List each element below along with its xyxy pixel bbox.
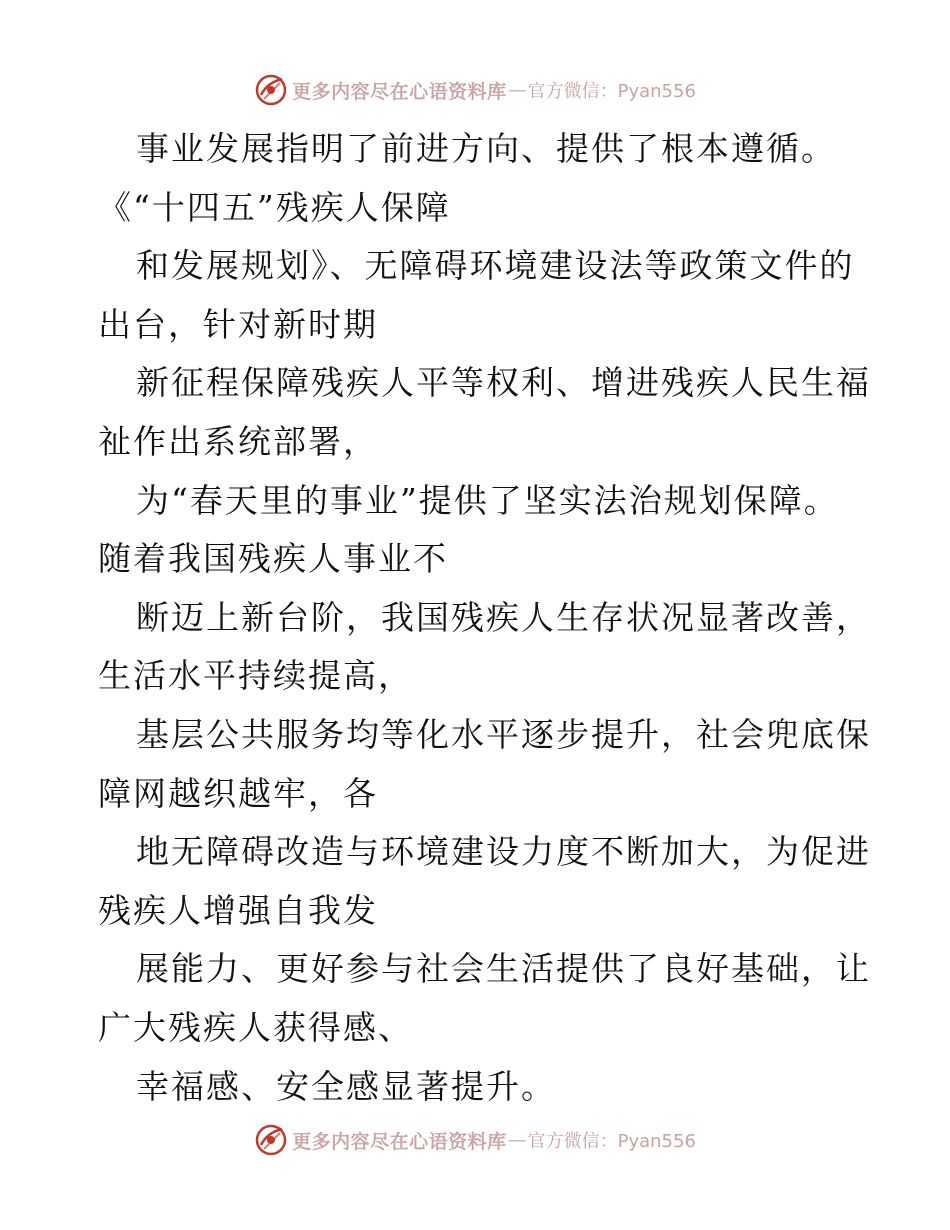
header-title: 更多内容尽在心语资料库 xyxy=(292,80,507,103)
body-line: 事业发展指明了前进方向、提供了根本遵循。 xyxy=(136,129,836,168)
body-line: 为“春天里的事业”提供了坚实法治规划保障。 xyxy=(136,480,839,520)
body-line: 生活水平持续提高， xyxy=(98,656,413,696)
body-line: 基层公共服务均等化水平逐步提升，社会兜底保 xyxy=(136,714,871,754)
header-contact: 官方微信：Pyan556 xyxy=(527,81,696,102)
footer-title: 更多内容尽在心语资料库 xyxy=(292,1130,507,1153)
logo-icon xyxy=(254,1123,288,1157)
logo-icon xyxy=(254,73,288,107)
body-line: 断迈上新台阶，我国残疾人生存状况显著改善， xyxy=(136,597,871,637)
footer-separator: — xyxy=(507,1129,527,1151)
body-line: 地无障碍改造与环境建设力度不断加大，为促进 xyxy=(136,832,871,872)
document-body xyxy=(98,120,871,1116)
body-line: 随着我国残疾人事业不 xyxy=(98,539,448,579)
body-line: 出台，针对新时期 xyxy=(98,304,378,344)
body-line: 新征程保障残疾人平等权利、增进残疾人民生福 xyxy=(136,363,871,403)
body-line: 祉作出系统部署， xyxy=(98,421,378,461)
body-line: 残疾人增强自我发 xyxy=(98,890,378,930)
body-line: 障网越织越牢，各 xyxy=(98,773,378,813)
body-line: 和发展规划》、无障碍环境建设法等政策文件的 xyxy=(136,246,855,286)
footer-banner xyxy=(0,1120,950,1160)
body-line: 展能力、更好参与社会生活提供了良好基础，让 xyxy=(136,949,871,989)
body-line: 广大残疾人获得感、 xyxy=(98,1007,413,1047)
header-banner xyxy=(0,70,950,110)
body-line: 幸福感、安全感显著提升。 xyxy=(136,1066,556,1106)
header-separator: — xyxy=(507,79,527,101)
footer-contact: 官方微信：Pyan556 xyxy=(527,1131,696,1152)
body-line: 《“十四五”残疾人保障 xyxy=(98,187,451,227)
